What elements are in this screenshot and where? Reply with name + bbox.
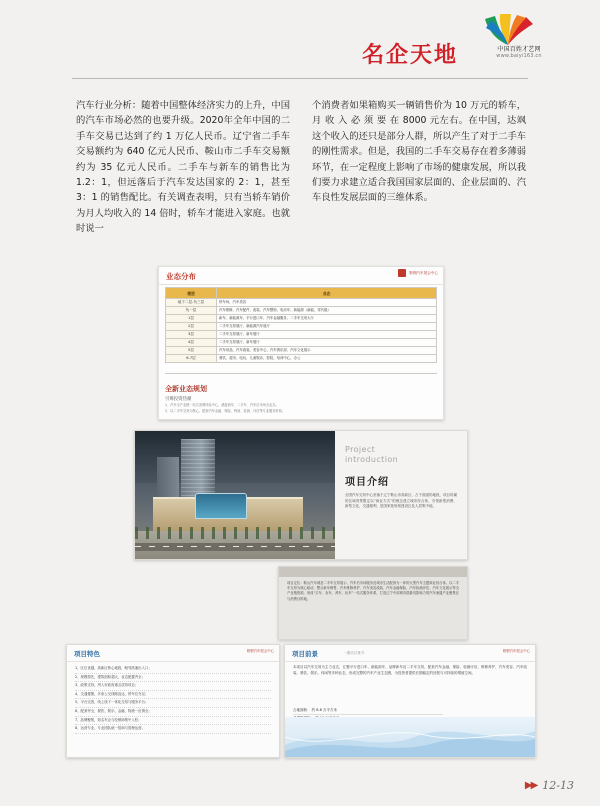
list-item: 4、交通便捷，多条公交线路直达，停车位充足； [75,691,271,700]
slide-investment-prospect [284,644,536,758]
wave-icon [285,717,535,757]
slide-footer-note: 2、以二手车交易为核心，配套汽车金融、保险、物流、检测、评估等专业服务机构。 [165,408,285,413]
project-intro-title-cn: 项目介绍 [345,477,389,488]
decorative-wave-graphic [285,717,535,757]
fan-logo-icon [482,12,534,46]
building-render-image [135,431,335,559]
table-row [166,299,437,307]
article-column-left [76,98,290,237]
slide-title: 项目前景 [292,650,318,658]
slide-body-text: 项目定位：鞍山汽车城及二手车交易展示、汽车后市场服务及城市生活配套为一体的大型汽车主题商业综合体。以二手车交易为核心驱动，整合新车销售、汽车维修养护、汽车美容改装、汽车金融保险、汽车检测评估、汽车文化展示等全产业链资源，形成“买车、卖车、养车、玩车”一站式服务体系，打造辽宁中部城市群最具影响力的汽车流通产业聚集区与消费目的地。 [287,581,459,601]
slide-project-positioning [278,566,468,640]
page-number: 12-13 [542,779,574,792]
double-arrow-right-icon: ▶▶ [524,780,537,791]
list-item: 6、配套齐全，餐饮、娱乐、金融、物流一应俱全； [75,708,271,717]
table-cell-desc: 汽车维修、汽车配件、改装、汽车整饰、电动车、新能源（新能、零代级） [217,307,437,315]
table-row [166,339,437,347]
table-cell-desc: 新车、新能源车、平行进口车、汽车金融服务、二手车交易大厅 [217,315,437,323]
paragraph: 汽车行业分析：随着中国整体经济实力的上升，中国的汽车市场必然的也要升级。2020年全年中国的二手车交易已达到了约 1 万亿人民币。辽宁省二手车交易额约为 640 亿元人民币、鞍山市二手车交易额约为 35 亿元人民币。二手车与新车的销售比为 1.2：1，但远落后于汽车发达国家的 2：1，甚至 3：1 的销售配比。有关调查表明，只有当轿车销价为月人均收入的 14 倍时，轿车才能进入家庭。也就时说一 [76,100,290,235]
slide-logo: 鞍钢汽车展会中心 [502,649,530,653]
slide-header [67,645,279,662]
table-header-cell: 楼层 [166,288,217,299]
slide-title: 业态分布 [166,272,196,281]
figure-label: 占地面积： [293,708,311,712]
slide-subtitle: 一期项目推介 [343,651,365,655]
table-cell-level: 1层 [166,315,217,323]
publisher-name: 中国百姓才艺网 [497,46,541,53]
slide-body-text: 本项目以汽车交易为主力业态，汇聚平行进口车、新能源车、品牌新车及二手车交易，配套汽车金融、保险、检测评估、维修养护、汽车美容、汽车改装、餐饮、娱乐、休闲等多种业态，形成完整的汽车产业生态圈，为投资者提供长期稳定的回报与可持续的增值空间。 [293,665,527,675]
slide-project-features [66,644,280,758]
page-header [0,0,600,78]
slide-top-band [279,567,467,577]
publisher-logo [464,12,574,58]
table-row [166,307,437,315]
table-row [166,315,437,323]
slide-logo: 鞍钢汽车展会中心 [246,649,274,653]
paragraph: 个消费者如果箱购买一辆销售价为 10 万元的轿车，月 收 入 必 须 要 在 8000 元左右。在中国，达飒这个收入的还只是部分人群，所以产生了对于二手车的刚性需求。但是，我国的二手车交易存在着多薄弱环节，在一定程度上影响了市场的健康发展，所以我们要力求建立适合我国国家层面的、企业层面的、汽车良性发展层面的三维体系。 [312,100,526,204]
business-distribution-table [165,287,437,363]
list-item: 7、品牌聚集，知名车企与经销商集中入驻； [75,717,271,726]
slide-footer [165,373,437,413]
table-cell-level: 6-7层 [166,355,217,363]
project-intro-body: 全国汽车交易中心坐落于辽宁鞍山市高新区、占于面道的地段，项目所属的区域背景限定以“商业方式”的理念建立城市综合体，引领新型消费、新型文化，交通便利，是国家批规划建设区及人居集中地。 [345,493,457,509]
table-cell-desc: 停车场、汽车美容 [217,299,437,307]
list-item: 3、政策支持，列入市政府重点扶持项目； [75,682,271,691]
list-item: 8、运营专业，专业团队统一招商与管理运营。 [75,725,271,734]
article-column-right [312,98,526,237]
glass-atrium [195,493,247,519]
publisher-url: www.baiyi163.cn [496,53,542,59]
page-footer [525,779,574,792]
table-cell-desc: 二手车交易展厅、新车展厅 [217,331,437,339]
list-item: 2、规模领先，建筑面积超大，业态配置齐全； [75,674,271,683]
table-header-row [166,288,437,299]
figure-value: 约 6.8 万平方米 [311,708,337,712]
logo-mark-icon [398,269,406,277]
slide-title: 项目特色 [74,650,100,658]
project-intro-title-en [345,445,398,465]
table-row [166,331,437,339]
title-en-line1: Project [345,445,376,454]
table-header-cell: 业态 [217,288,437,299]
table-cell-level: 4层 [166,339,217,347]
table-row [166,347,437,355]
list-item: 1、区位优越，高新区核心地段，毗邻高速出入口； [75,665,271,674]
table-cell-level: 5层 [166,347,217,355]
table-cell-desc: 二手车交易展厅、新车展厅 [217,339,437,347]
slide-header [285,645,535,662]
slide-header [159,267,443,285]
page-title: 名企天地 [361,43,458,68]
figure-row [293,707,443,715]
slide-logo [398,269,438,277]
project-intro-pane [335,431,467,559]
slide-footer-note: 1、汽车全产业链一站式消费体验中心，涵盖新车、二手车、汽车后市场全业态。 [165,403,279,408]
table-cell-level: 2层 [166,323,217,331]
slide-footer-title: 全新业态规划 [165,385,207,394]
list-item: 5、平台完善，线上线下一体化交易与服务平台； [75,699,271,708]
table-cell-level: 3层 [166,331,217,339]
table-cell-desc: 二手车交易展厅、新能源汽车展厅 [217,323,437,331]
table-cell-desc: 汽车用品、汽车改装、美容中心、汽车俱乐部、汽车文化展示 [217,347,437,355]
slide-footer-subtitle: 引爆投资热潮 [165,397,192,403]
table-row [166,323,437,331]
table-body [166,299,437,363]
road [135,543,335,551]
publisher-logo-text [464,46,574,60]
tree-row [135,527,335,539]
article-body [76,98,526,237]
feature-list [75,665,271,734]
slide-project-introduction [134,430,468,560]
table-row [166,355,437,363]
slide-logo-cn: 鞍钢汽车展会中心 [409,271,438,275]
header-divider [72,78,528,79]
title-en-line2: introduction [345,455,399,464]
slide-business-distribution [158,266,444,420]
table-cell-level: 负一层 [166,307,217,315]
table-cell-desc: 餐饮、超市、电玩、儿童娱乐、影院、培训中心、办公 [217,355,437,363]
table-cell-level: 地下二层-负三层 [166,299,217,307]
